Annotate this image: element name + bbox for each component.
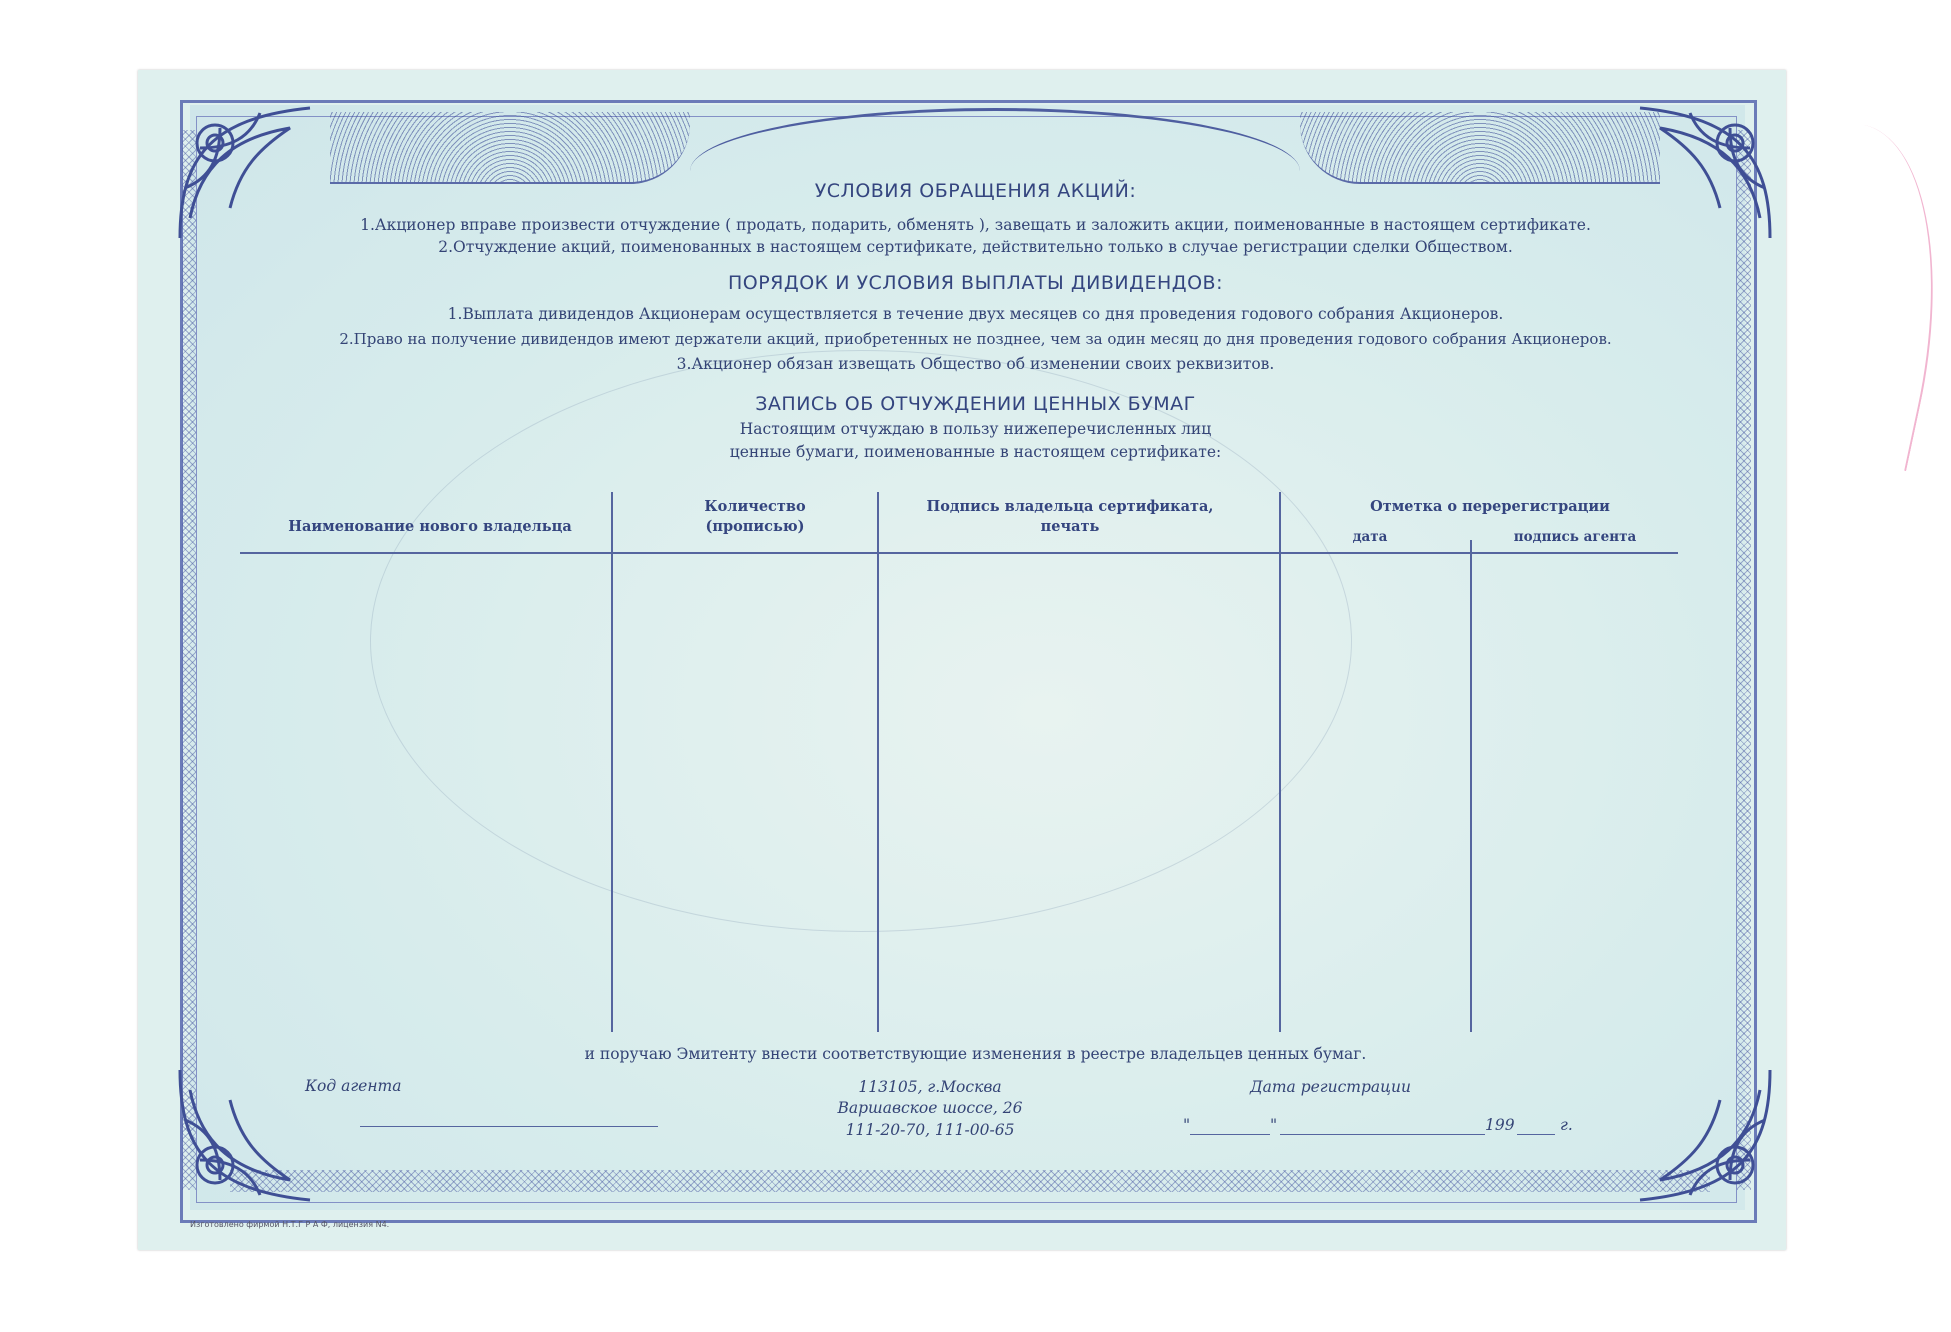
dividends-line-2: 2.Право на получение дивидендов имеют держатели акций, приобретенных не позднее, чем за один месяц до дня проведения годового собрания Акционеров. <box>339 330 1612 348</box>
column-header-agent-signature: подпись агента <box>1513 529 1637 545</box>
corner-ornament-icon <box>170 1060 320 1210</box>
bottom-guilloche-band <box>230 1170 1710 1192</box>
date-open-quote: " <box>1183 1116 1191 1134</box>
transfer-line-2: ценные бумаги, поименованные в настоящем сертификате: <box>729 443 1222 461</box>
table-column-divider <box>1470 540 1472 1032</box>
top-left-guilloche-panel <box>330 112 690 184</box>
printer-imprint: Изготовлено фирмой Н.Т.Г Р А Ф, лицензия N4. <box>190 1220 390 1229</box>
dividends-title: ПОРЯДОК И УСЛОВИЯ ВЫПЛАТЫ ДИВИДЕНДОВ: <box>727 272 1223 294</box>
column-header-date: дата <box>1352 529 1388 545</box>
column-header-quantity: Количество (прописью) <box>704 498 806 535</box>
table-column-divider <box>877 492 879 1032</box>
table-column-divider <box>1279 492 1281 1032</box>
conditions-line-1: 1.Акционер вправе произвести отчуждение ( продать, подарить, обменять ), завещать и заложить акции, поименованные в настоящем сертификате. <box>360 216 1591 234</box>
transfer-title: ЗАПИСЬ ОБ ОТЧУЖДЕНИИ ЦЕННЫХ БУМАГ <box>755 393 1196 415</box>
agent-code-label: Код агента <box>305 1077 402 1095</box>
registration-date-label: Дата регистрации <box>1250 1078 1411 1096</box>
issuer-address-line-1: 113105, г.Москва <box>858 1078 1002 1096</box>
conditions-line-2: 2.Отчуждение акций, поименованных в настоящем сертификате, действительно только в случае регистрации сделки Обществом. <box>438 238 1513 256</box>
column-header-signature: Подпись владельца сертификата, печать <box>926 498 1214 535</box>
issuer-address-line-2: Варшавское шоссе, 26 <box>837 1099 1023 1117</box>
column-header-reregistration: Отметка о перерегистрации <box>1370 498 1610 515</box>
table-column-divider <box>611 492 613 1032</box>
issuer-phone-numbers: 111-20-70, 111-00-65 <box>845 1121 1015 1139</box>
corner-ornament-icon <box>1630 1060 1780 1210</box>
registration-year-field[interactable] <box>1517 1134 1555 1135</box>
conditions-title: УСЛОВИЯ ОБРАЩЕНИЯ АКЦИЙ: <box>814 180 1137 202</box>
table-header-rule <box>240 552 1678 554</box>
column-header-owner: Наименование нового владельца <box>288 518 572 535</box>
registration-year-suffix: г. <box>1560 1116 1573 1134</box>
dividends-line-3: 3.Акционер обязан извещать Общество об изменении своих реквизитов. <box>676 355 1275 373</box>
top-right-guilloche-panel <box>1300 112 1660 184</box>
registration-year-prefix: 199 <box>1485 1116 1515 1134</box>
pink-ink-mark <box>1767 119 1951 471</box>
registration-month-field[interactable] <box>1280 1134 1485 1135</box>
date-close-quote: " <box>1270 1116 1278 1134</box>
footer-instruction: и поручаю Эмитенту внести соответствующие изменения в реестре владельцев ценных бумаг. <box>584 1045 1367 1063</box>
transfer-line-1: Настоящим отчуждаю в пользу нижеперечисленных лиц <box>739 420 1212 438</box>
registration-day-field[interactable] <box>1190 1134 1270 1135</box>
dividends-line-1: 1.Выплата дивидендов Акционерам осуществляется в течение двух месяцев со дня проведения годового собрания Акционеров. <box>447 305 1504 323</box>
agent-code-field[interactable] <box>360 1126 658 1127</box>
